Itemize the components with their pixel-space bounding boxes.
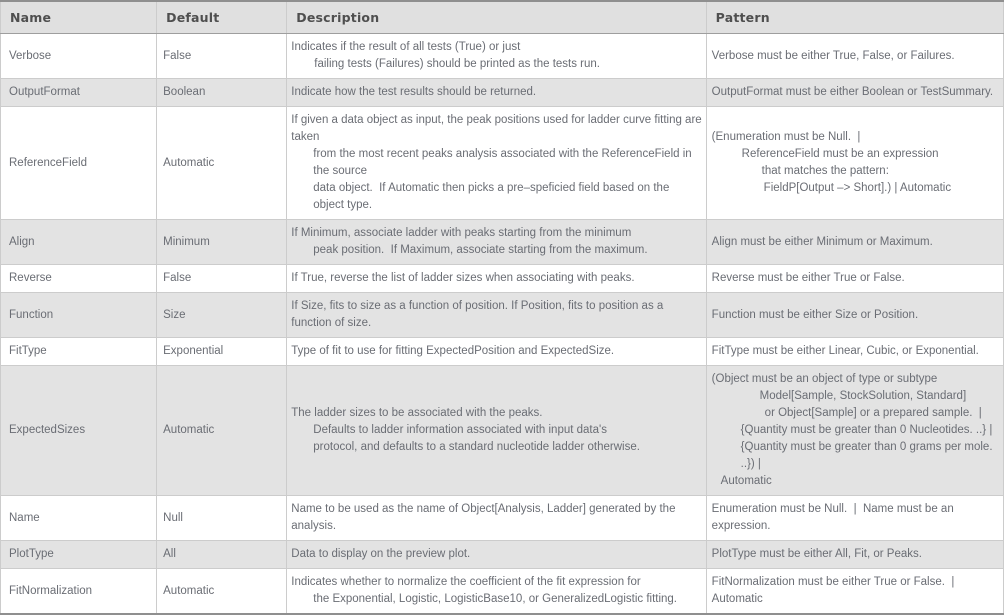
description-line: Name to be used as the name of Object[Analysis, Ladder] generated by the analysis. bbox=[291, 503, 679, 532]
cell-option-pattern bbox=[706, 79, 1003, 107]
cell-option-default: Boolean bbox=[157, 79, 287, 107]
pattern-line: Function must be either Size or Position. bbox=[711, 308, 919, 321]
table-row bbox=[1, 496, 1004, 541]
table-header-row bbox=[1, 1, 1004, 34]
cell-option-description bbox=[287, 265, 706, 293]
cell-option-name: Align bbox=[1, 220, 157, 265]
cell-option-default: Automatic bbox=[157, 107, 287, 220]
cell-option-pattern bbox=[706, 569, 1003, 615]
cell-option-pattern bbox=[706, 34, 1003, 79]
cell-option-name: FitType bbox=[1, 338, 157, 366]
description-line: Indicates if the result of all tests (True) or just bbox=[291, 41, 521, 53]
table-row bbox=[1, 220, 1004, 265]
table-row bbox=[1, 107, 1004, 220]
pattern-line: PlotType must be either All, Fit, or Peaks. bbox=[711, 548, 922, 560]
description-line: Indicates whether to normalize the coefficient of the fit expression for bbox=[291, 576, 641, 588]
pattern-line: (Object must be an object of type or subtype bbox=[711, 373, 938, 385]
cell-option-name: Function bbox=[1, 293, 157, 338]
pattern-line: ReferenceField must be an expression bbox=[741, 148, 939, 160]
cell-option-pattern bbox=[706, 293, 1003, 338]
description-line: protocol, and defaults to a standard nucleotide ladder otherwise. bbox=[313, 441, 640, 453]
pattern-line: Reverse must be either True or False. bbox=[711, 272, 905, 284]
pattern-line: OutputFormat must be either Boolean or TestSummary. bbox=[711, 86, 994, 98]
description-line: If Minimum, associate ladder with peaks starting from the minimum bbox=[291, 227, 632, 239]
table-row bbox=[1, 338, 1004, 366]
cell-option-description bbox=[287, 366, 706, 496]
cell-option-pattern bbox=[706, 107, 1003, 220]
pattern-line: FitType must be either Linear, Cubic, or Exponential. bbox=[711, 345, 979, 357]
cell-option-name: PlotType bbox=[1, 541, 157, 569]
pattern-line: (Enumeration must be Null. | bbox=[711, 131, 861, 143]
cell-option-default: All bbox=[157, 541, 287, 569]
cell-option-description bbox=[287, 220, 706, 265]
cell-option-name: Verbose bbox=[1, 34, 157, 79]
description-line: the Exponential, Logistic, LogisticBase10, or GeneralizedLogistic fitting. bbox=[313, 593, 678, 605]
pattern-line: or Object[Sample] or a prepared sample. | bbox=[764, 407, 982, 419]
description-line: Indicate how the test results should be returned. bbox=[291, 86, 537, 98]
pattern-line: Model[Sample, StockSolution, Standard] bbox=[759, 390, 967, 402]
description-line: failing tests (Failures) should be printed as the tests run. bbox=[314, 58, 600, 70]
cell-option-name: Name bbox=[1, 496, 157, 541]
cell-option-pattern bbox=[706, 366, 1003, 496]
cell-option-pattern bbox=[706, 496, 1003, 541]
table-row bbox=[1, 569, 1004, 615]
description-line: from the most recent peaks analysis associated with the ReferenceField in the source bbox=[313, 148, 695, 177]
cell-option-default: Size bbox=[157, 293, 287, 338]
pattern-line: Enumeration must be Null. | Name must be an expression. bbox=[711, 503, 957, 532]
pattern-line: {Quantity must be greater than 0 Nucleotides. ..} | bbox=[740, 424, 993, 436]
description-line: peak position. If Maximum, associate starting from the maximum. bbox=[313, 244, 648, 256]
pattern-line: {Quantity must be greater than 0 grams per mole. ..}) | bbox=[740, 441, 996, 470]
pattern-line: Align must be either Minimum or Maximum. bbox=[711, 235, 933, 248]
cell-option-name: FitNormalization bbox=[1, 569, 157, 615]
cell-option-description bbox=[287, 338, 706, 366]
cell-option-description bbox=[287, 569, 706, 615]
description-line: If True, reverse the list of ladder sizes when associating with peaks. bbox=[291, 272, 635, 284]
description-line: Type of fit to use for fitting ExpectedPosition and ExpectedSize. bbox=[291, 345, 615, 357]
pattern-line: Verbose must be either True, False, or Failures. bbox=[711, 49, 955, 62]
cell-option-description bbox=[287, 496, 706, 541]
pattern-line: Automatic bbox=[720, 475, 772, 487]
column-header-pattern: Pattern bbox=[706, 1, 1003, 34]
column-header-default: Default bbox=[157, 1, 287, 34]
cell-option-default: Null bbox=[157, 496, 287, 541]
cell-option-name: ReferenceField bbox=[1, 107, 157, 220]
cell-option-pattern bbox=[706, 220, 1003, 265]
cell-option-name: Reverse bbox=[1, 265, 157, 293]
cell-option-name: OutputFormat bbox=[1, 79, 157, 107]
description-line: If Size, fits to size as a function of position. If Position, fits to position as a function of size. bbox=[291, 300, 667, 329]
cell-option-default: Automatic bbox=[157, 366, 287, 496]
cell-option-default: Automatic bbox=[157, 569, 287, 615]
cell-option-description bbox=[287, 293, 706, 338]
cell-option-pattern bbox=[706, 265, 1003, 293]
cell-option-description bbox=[287, 107, 706, 220]
table-row bbox=[1, 366, 1004, 496]
cell-option-default: Minimum bbox=[157, 220, 287, 265]
cell-option-default: Exponential bbox=[157, 338, 287, 366]
table-row bbox=[1, 34, 1004, 79]
cell-option-pattern bbox=[706, 541, 1003, 569]
description-line: The ladder sizes to be associated with the peaks. bbox=[291, 407, 543, 419]
pattern-line: FieldP[Output –> Short].) | Automatic bbox=[763, 182, 952, 194]
table-row bbox=[1, 265, 1004, 293]
pattern-line: FitNormalization must be either True or False. | Automatic bbox=[711, 576, 961, 605]
cell-option-description bbox=[287, 34, 706, 79]
cell-option-description bbox=[287, 79, 706, 107]
table-row bbox=[1, 293, 1004, 338]
pattern-line: that matches the pattern: bbox=[761, 165, 889, 177]
description-line: Defaults to ladder information associated with input data's bbox=[313, 424, 607, 436]
description-line: data object. If Automatic then picks a pre–speficied field based on the object type. bbox=[313, 182, 673, 211]
description-line: If given a data object as input, the peak positions used for ladder curve fitting are taken bbox=[291, 114, 705, 143]
cell-option-pattern bbox=[706, 338, 1003, 366]
table-row bbox=[1, 541, 1004, 569]
description-line: Data to display on the preview plot. bbox=[291, 548, 471, 560]
column-header-description: Description bbox=[287, 1, 706, 34]
table-row bbox=[1, 79, 1004, 107]
options-table-body bbox=[1, 34, 1004, 615]
cell-option-default: False bbox=[157, 265, 287, 293]
column-header-name: Name bbox=[1, 1, 157, 34]
cell-option-description bbox=[287, 541, 706, 569]
cell-option-default: False bbox=[157, 34, 287, 79]
cell-option-name: ExpectedSizes bbox=[1, 366, 157, 496]
